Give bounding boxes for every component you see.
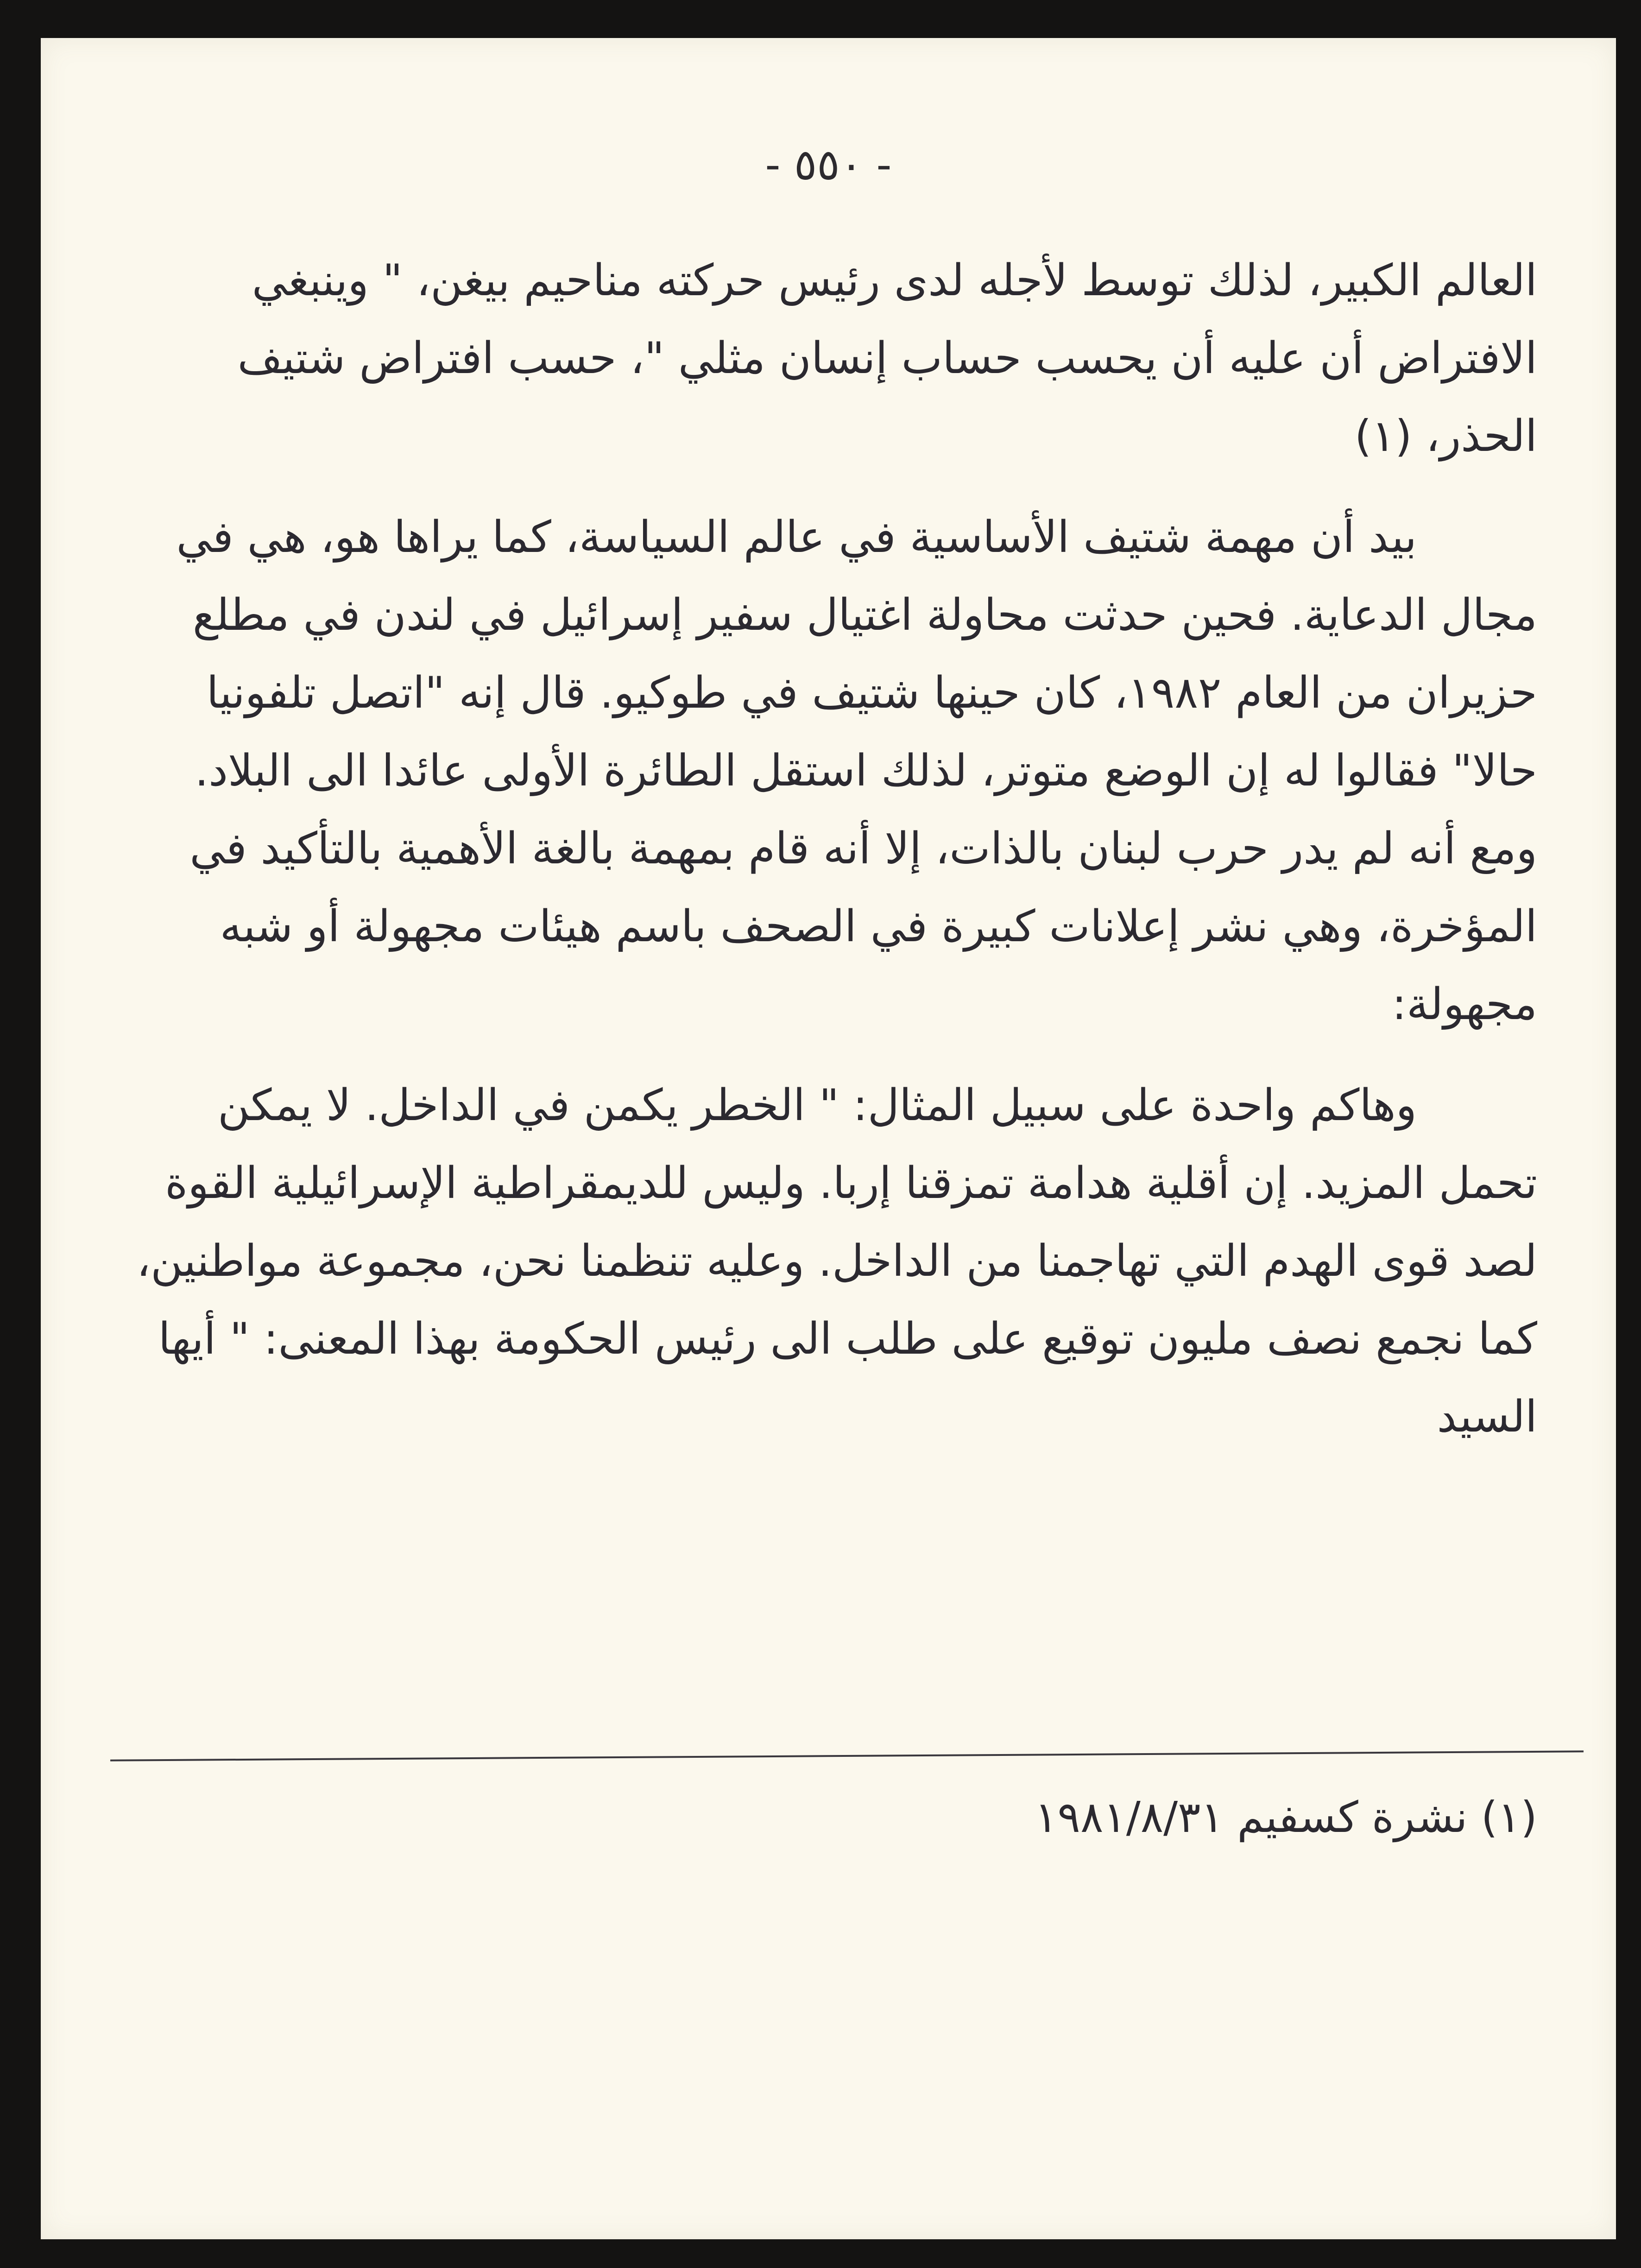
footnote: (١) نشرة كسفيم ١٩٨١/٨/٣١: [1035, 1793, 1537, 1842]
page-number: - ٥٥٠ -: [765, 140, 892, 190]
footnote-divider: [110, 1750, 1584, 1761]
paragraph-2: بيد أن مهمة شتيف الأساسية في عالم السياسة، كما يراها هو، هي في مجال الدعاية. فحين حدثت محاولة اغتيال سفير إسرائيل في لندن في مطلع حزيران من العام ١٩٨٢، كان حينها شتيف في طوكيو. قال إنه "اتصل تلفونيا حالا" فقالوا له إن الوضع متوتر، لذلك استقل الطائرة الأولى عائدا الى البلاد. ومع أنه لم يدر حرب لبنان بالذات، إلا أنه قام بمهمة بالغة الأهمية بالتأكيد في المؤخرة، وهي نشر إعلانات كبيرة في الصحف باسم هيئات مجهولة أو شبه مجهولة:: [176, 512, 1537, 1030]
paragraph-1: العالم الكبير، لذلك توسط لأجله لدى رئيس حركته مناحيم بيغن، " وينبغي الافتراض أن عليه أن يحسب حساب إنسان مثلي "، حسب افتراض شتيف الحذر، (١): [237, 255, 1537, 462]
paragraph-3: وهاكم واحدة على سبيل المثال: " الخطر يكمن في الداخل. لا يمكن تحمل المزيد. إن أقلية هدامة تمزقنا إربا. وليس للديمقراطية الإسرائيلية القوة لصد قوى الهدم التي تهاجمنا من الداخل. وعليه تنظمنا نحن، مجموعة مواطنين، كما نجمع نصف مليون توقيع على طلب الى رئيس الحكومة بهذا المعنى: " أيها السيد: [136, 1080, 1537, 1442]
manuscript-body: [115, 242, 1537, 1479]
manuscript-page: [41, 38, 1616, 2239]
